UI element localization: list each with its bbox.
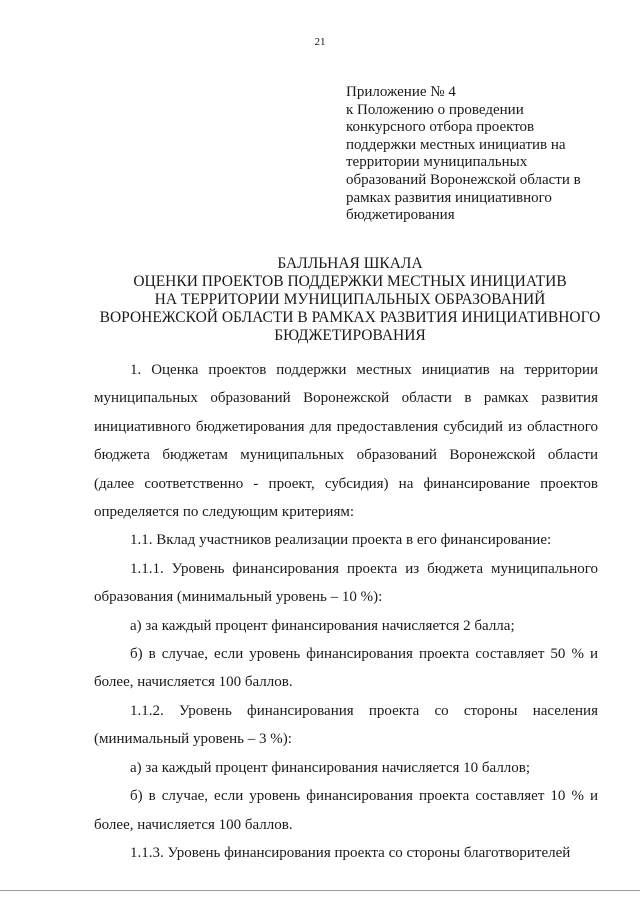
paragraph-1-1-2: 1.1.2. Уровень финансирования проекта со стороны населения (минимальный уровень – 3 %): — [94, 702, 598, 748]
appendix-line: образований Воронежской области в — [346, 171, 581, 188]
title-line: НА ТЕРРИТОРИИ МУНИЦИПАЛЬНЫХ ОБРАЗОВАНИЙ — [154, 291, 546, 308]
paragraph-1-1: 1.1. Вклад участников реализации проекта в его финансирование: — [130, 532, 552, 549]
paragraph-1-1-1-b: б) в случае, если уровень финансирования проекта составляет 50 % и более, начисляется 100 баллов. — [94, 646, 598, 691]
title-line: БАЛЛЬНАЯ ШКАЛА — [277, 255, 423, 272]
appendix-note — [346, 84, 606, 225]
paragraph-1-1-2-a: а) за каждый процент финансирования начисляется 10 баллов; — [130, 759, 531, 776]
title-line: ВОРОНЕЖСКОЙ ОБЛАСТИ В РАМКАХ РАЗВИТИЯ ИНИЦИАТИВНОГО — [99, 309, 601, 326]
appendix-line: бюджетирования — [346, 207, 455, 224]
title-line: БЮДЖЕТИРОВАНИЯ — [274, 327, 426, 344]
document-title — [60, 255, 640, 345]
paragraph-1-1-2-b: б) в случае, если уровень финансирования проекта составляет 10 % и более, начисляется 100 баллов. — [94, 788, 598, 833]
title-line: ОЦЕНКИ ПРОЕКТОВ ПОДДЕРЖКИ МЕСТНЫХ ИНИЦИАТИВ — [133, 273, 567, 290]
bottom-divider — [0, 890, 640, 891]
paragraph-1-1-1-a: а) за каждый процент финансирования начисляется 2 балла; — [130, 617, 515, 634]
page-number: 21 — [314, 36, 326, 48]
appendix-line: поддержки местных инициатив на — [346, 136, 566, 153]
paragraph-1-1-1: 1.1.1. Уровень финансирования проекта из бюджета муниципального образования (минимальный уровень – 10 %): — [94, 560, 598, 606]
appendix-line: рамках развития инициативного — [346, 189, 552, 206]
body-text — [94, 356, 598, 867]
paragraph-1: 1. Оценка проектов поддержки местных инициатив на территории муниципальных образований Воронежской области в рамках развития инициативного бюджетирования для предоставления субсидий из областного бюджета бюджетам муниципальных образований Воронежской области (далее соответственно - проект, субсидия) на финансирование проектов определяется по следующим критериям: — [94, 362, 598, 521]
appendix-line: территории муниципальных — [346, 154, 528, 171]
appendix-line: конкурсного отбора проектов — [346, 119, 535, 136]
paragraph-1-1-3: 1.1.3. Уровень финансирования проекта со стороны благотворителей — [130, 844, 571, 861]
appendix-line: к Положению о проведении — [346, 101, 524, 118]
appendix-line: Приложение № 4 — [346, 84, 456, 100]
